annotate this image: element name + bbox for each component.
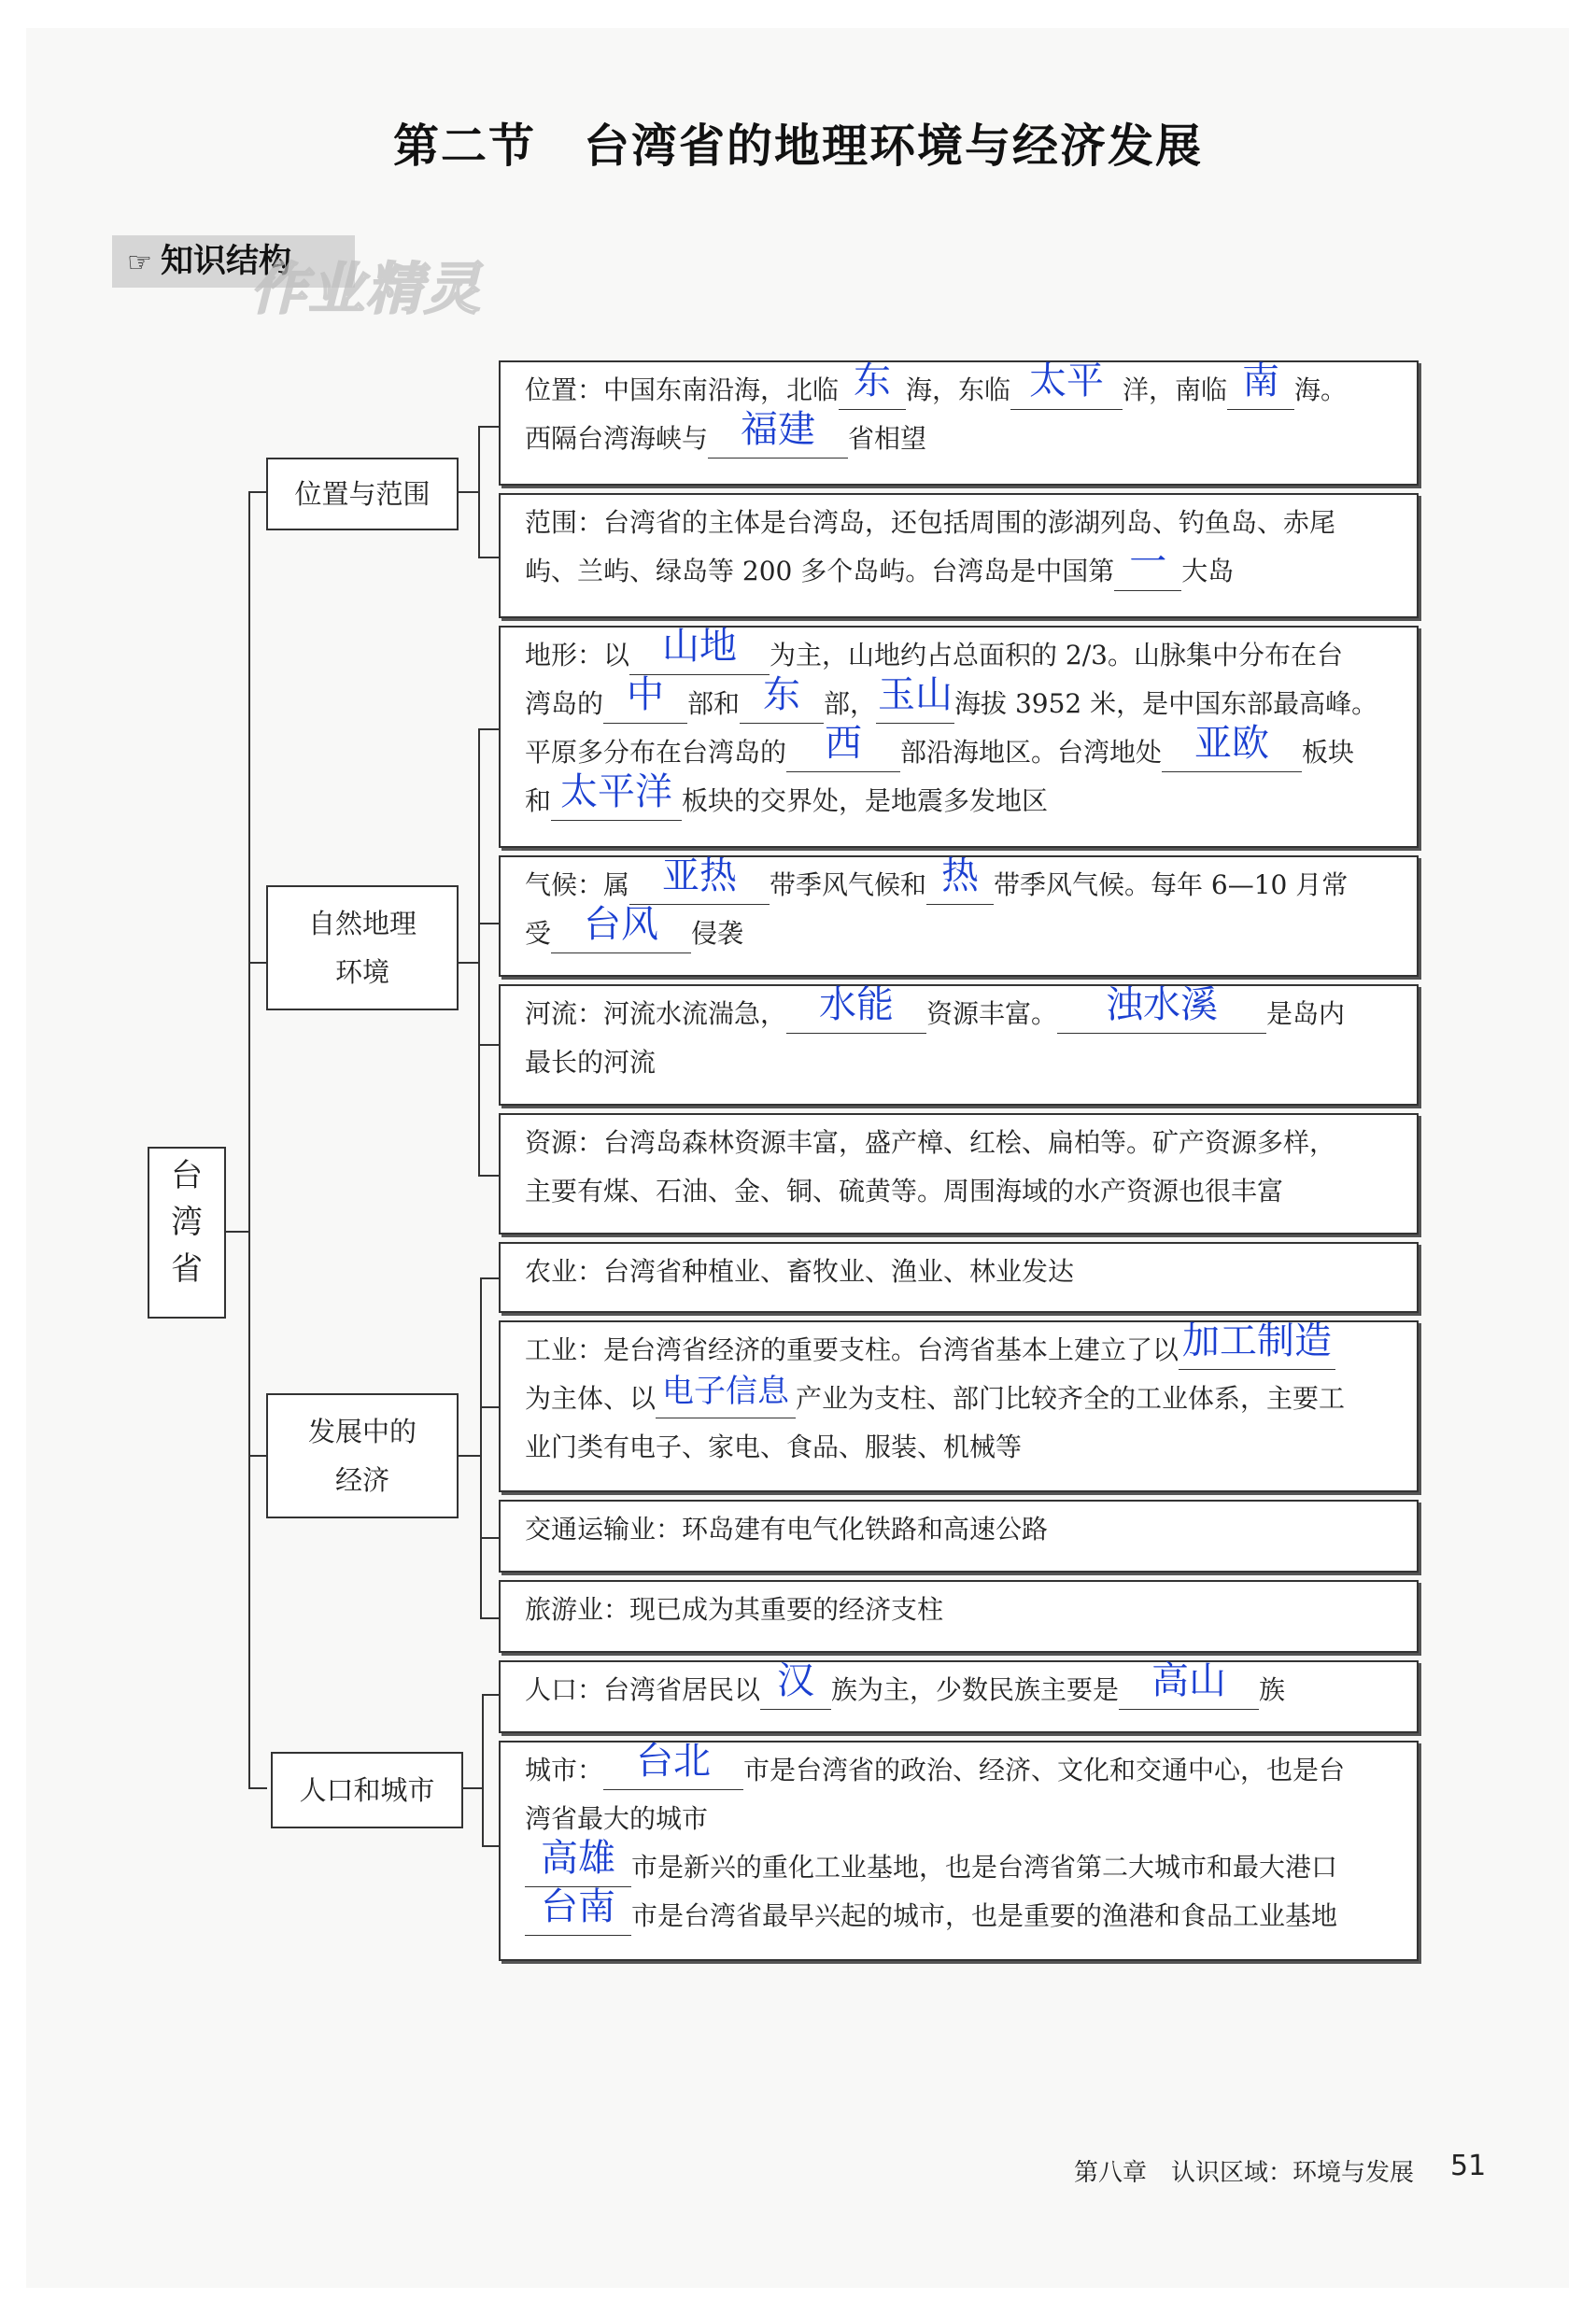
box-location [499,360,1419,486]
branch-economy-line: 经济 [334,1464,389,1496]
box-transport [499,1500,1419,1573]
box-terrain [499,626,1419,848]
answer: 台南 [541,1885,615,1928]
text: 为主体、以 [525,1383,657,1414]
connector-line [458,491,478,493]
connector-line [478,923,499,924]
answer-blank [1114,541,1181,591]
text: 省相望 [848,423,927,454]
connector-line [480,1617,501,1619]
text: 和 [525,785,552,816]
connector-line [458,962,478,964]
connector-line [248,491,267,493]
text: 工业：是台湾省经济的重要支柱。台湾省基本上建立了以 [525,1334,1179,1365]
box-industry [499,1320,1419,1492]
text: 是岛内 [1266,998,1346,1029]
connector-line [478,426,480,558]
answer-blank [1179,1319,1335,1370]
text: 洋，南临 [1123,374,1228,405]
text: 气候：属 [525,869,630,900]
text-line: 旅游业：现已成为其重要的经济支柱 [525,1594,944,1625]
answer: 加工制造 [1182,1319,1333,1362]
connector-line [478,426,499,428]
text-line [525,1740,1398,1795]
answer-blank [603,673,687,724]
answer: 水能 [819,983,895,1026]
answer-blank [629,854,770,905]
text-line [525,1375,1398,1423]
box-climate [499,855,1419,977]
text: 海。 [1294,374,1348,405]
box-agriculture [499,1242,1419,1313]
text: 族 [1259,1674,1286,1705]
text: 地形：以 [525,640,630,670]
chapter-footer: 第八章 认识区域：环境与发展 [1074,2159,1415,2187]
text-line [525,983,1398,1038]
box-resource [499,1113,1419,1235]
branch-people: 人口和城市 [271,1752,463,1828]
answer-blank [1057,983,1266,1034]
answer: 浊水溪 [1106,983,1219,1026]
text-line [525,1837,1398,1892]
text-line [525,1885,1398,1940]
text: 位置：中国东南沿海，北临 [525,374,840,405]
connector-line [248,962,267,964]
watermark: 作业精灵 [250,257,482,322]
text-line: 资源：台湾岛森林资源丰富，盛产樟、红桧、扁柏等。矿产资源多样， [525,1127,1336,1158]
answer-blank [551,770,682,821]
text-line: 主要有煤、石油、金、铜、硫黄等。周围海域的水产资源也很丰富 [525,1176,1284,1206]
box-scope [499,493,1419,618]
text: 资源丰富。 [926,998,1058,1029]
text: 西隔台湾海峡与 [525,423,709,454]
connector-line [248,491,250,1789]
answer: 福建 [741,408,816,451]
answer: 中 [627,673,665,716]
answer-blank [629,625,770,675]
answer: 亚欧 [1194,722,1270,765]
answer-blank [786,983,926,1034]
answer-blank [839,360,906,410]
connector-line [480,1537,501,1539]
text: 海，东临 [906,374,1011,405]
branch-nature-line: 环境 [334,956,389,988]
branch-nature-line: 自然地理 [307,908,417,939]
answer: 南 [1242,360,1280,402]
box-city [499,1741,1419,1961]
answer: 太平 [1029,360,1105,402]
text: 板块 [1302,737,1355,768]
text: 人口：台湾省居民以 [525,1674,761,1705]
connector-line [480,1277,501,1279]
text: 市是台湾省的政治、经济、文化和交通中心，也是台 [743,1755,1346,1785]
text-line: 业门类有电子、家电、食品、服装、机械等 [525,1432,1023,1462]
pointing-hand-icon: ☞ [127,247,152,279]
answer: 电子信息 [662,1373,790,1410]
section-tag-label: 知识结构 [161,243,292,280]
page-title: 第二节 台湾省的地理环境与经济发展 [392,120,1203,173]
branch-economy-line: 发展中的 [307,1416,417,1447]
answer: 西 [825,722,863,765]
connector-line [463,1787,482,1789]
text-line: 交通运输业：环岛建有电气化铁路和高速公路 [525,1514,1049,1545]
root-node-taiwan [148,1147,226,1319]
answer-blank [786,722,900,772]
answer: 东 [763,673,801,716]
answer: 高山 [1151,1659,1227,1702]
text-line [525,408,1398,463]
text: 带季风气候。每年 6—10 月常 [994,869,1349,900]
answer-blank [740,673,824,724]
connector-line [480,1406,501,1408]
answer: 一 [1129,541,1167,584]
branch-position: 位置与范围 [266,458,459,530]
connector-line [478,728,499,730]
text: 市是台湾省最早兴起的城市，也是重要的渔港和食品工业基地 [631,1900,1338,1931]
answer: 太平洋 [560,770,673,813]
answer-blank [760,1659,831,1710]
text-line: 农业：台湾省种植业、畜牧业、渔业、林业发达 [525,1256,1075,1287]
answer-blank [525,1837,631,1887]
text: 受 [525,918,552,949]
answer: 高雄 [541,1837,615,1880]
text: 市是新兴的重化工业基地，也是台湾省第二大城市和最大港口 [631,1852,1338,1883]
connector-line [458,1455,480,1457]
connector-line [248,1455,267,1457]
text-line [525,1319,1398,1375]
answer-blank [1162,722,1302,772]
text: 部沿海地区。台湾地处 [900,737,1163,768]
text: 大岛 [1181,556,1235,586]
answer: 东 [854,360,892,402]
text: 部， [824,688,877,719]
answer-blank [708,408,848,459]
text: 为主，山地约占总面积的 2/3。山脉集中分布在台 [770,640,1343,670]
answer: 汉 [777,1659,815,1702]
root-char: 台 [171,1157,203,1194]
answer: 玉山 [878,673,953,716]
answer-blank [876,673,954,724]
text: 板块的交界处，是地震多发地区 [682,785,1049,816]
connector-line [248,1787,267,1789]
answer-blank [656,1373,796,1418]
text: 带季风气候和 [770,869,927,900]
answer-blank [551,903,691,953]
text-line [525,360,1398,415]
text: 湾岛的 [525,688,604,719]
text-line [525,770,1398,825]
connector-line [226,1231,250,1233]
page-number: 51 [1450,2150,1487,2182]
connector-line [478,1175,499,1177]
answer-blank [603,1740,743,1790]
text-line: 最长的河流 [525,1047,657,1078]
connector-line [480,1277,482,1619]
connector-line [478,1044,499,1046]
answer: 亚热 [662,854,738,897]
answer-blank [1010,360,1123,410]
answer-blank [1227,360,1294,410]
root-char: 省 [171,1250,203,1288]
answer: 山地 [662,625,738,668]
box-tourism [499,1580,1419,1653]
connector-line [478,728,480,1177]
text-line [525,541,1398,596]
text: 产业为支柱、部门比较齐全的工业体系，主要工 [796,1383,1346,1414]
text: 海拔 3952 米，是中国东部最高峰。 [954,688,1378,719]
answer: 台北 [636,1740,712,1783]
box-population [499,1660,1419,1733]
answer-blank [525,1885,631,1936]
text: 河流：河流水流湍急， [525,998,787,1029]
answer: 台风 [584,903,659,946]
connector-line [478,557,499,558]
text: 族为主，少数民族主要是 [831,1674,1120,1705]
text-line: 湾省最大的城市 [525,1803,709,1834]
connector-line [482,1694,484,1847]
box-river [499,984,1419,1106]
root-char: 湾 [171,1204,203,1241]
answer: 热 [941,854,980,897]
answer-blank [1119,1659,1259,1710]
text-line: 范围：台湾省的主体是台湾岛，还包括周围的澎湖列岛、钓鱼岛、赤尾 [525,507,1336,538]
text-line [525,1659,1398,1714]
text: 平原多分布在台湾岛的 [525,737,787,768]
branch-nature [266,885,459,1010]
text: 侵袭 [691,918,744,949]
answer-blank [926,854,994,905]
text: 屿、兰屿、绿岛等 200 多个岛屿。台湾岛是中国第 [525,556,1115,586]
text-line [525,903,1398,958]
branch-economy [266,1393,459,1518]
text: 城市： [525,1755,604,1785]
text: 部和 [687,688,741,719]
